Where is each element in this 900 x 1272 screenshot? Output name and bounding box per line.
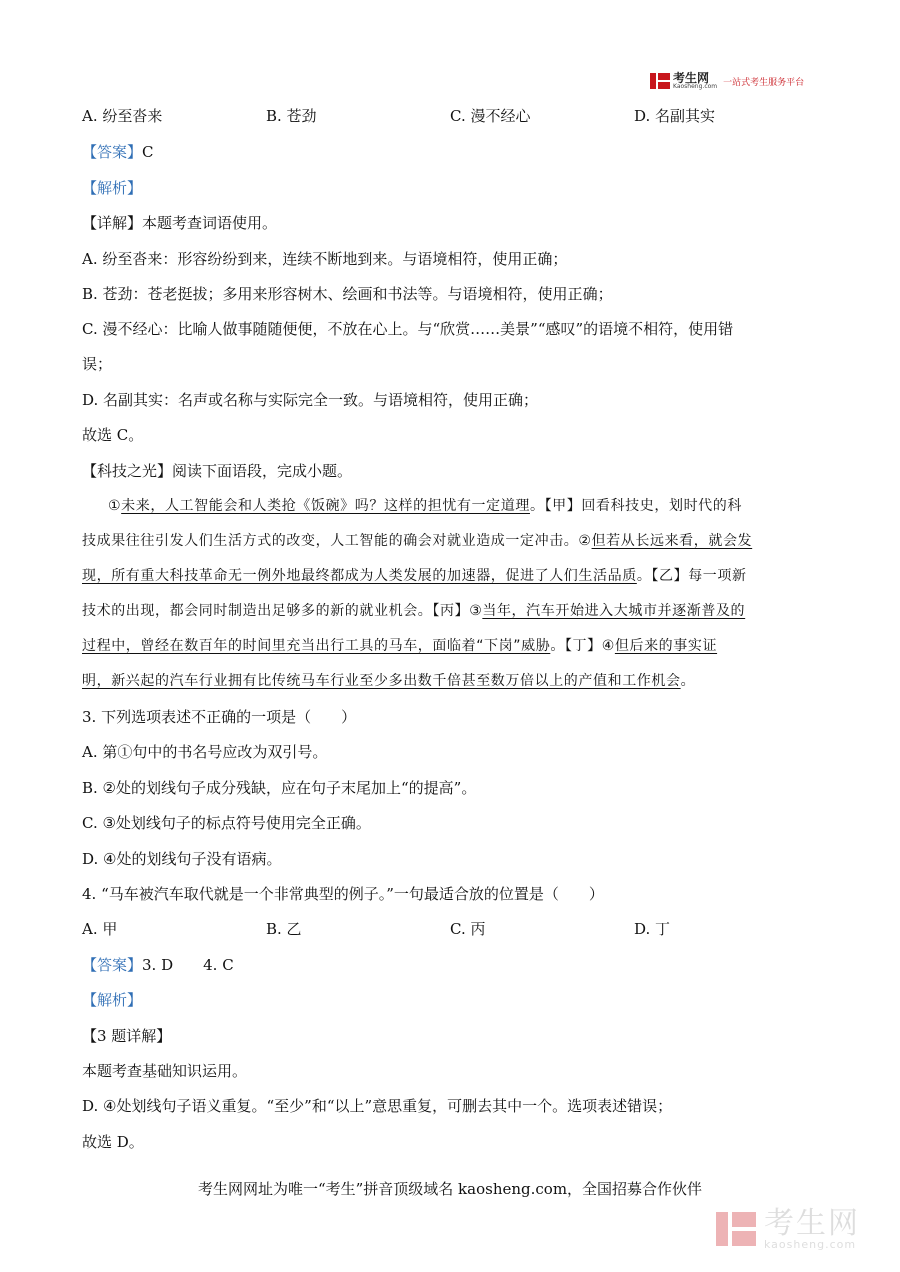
sentence-2-underlined: 但若从长远来看，就会发 — [591, 533, 753, 549]
passage-text: 。 — [680, 673, 696, 689]
q3-detail-explain: D. ④处划线句子语义重复。“至少”和“以上”意思重复，可删去其中一个。选项表述错误； — [82, 1097, 673, 1115]
answer-tag: 【答案】 — [82, 956, 143, 974]
kaosheng-watermark-icon — [716, 1208, 758, 1250]
passage-text: 。【乙】每一项新 — [636, 568, 747, 584]
q3-stem: 3. 下列选项表述不正确的一项是（ ） — [82, 708, 357, 726]
answer-tag: 【答案】 — [82, 143, 143, 161]
logo-slogan: 一站式考生服务平台 — [723, 77, 805, 88]
prev-option-c: C. 漫不经心 — [450, 107, 531, 125]
watermark-logo — [716, 1205, 860, 1251]
prev-detail — [82, 213, 277, 233]
sentence-1-underlined: 未来，人工智能会和人类抢《饭碗》吗？这样的担忧有一定道理 — [121, 498, 530, 514]
q4-option-c: C. 丙 — [450, 920, 486, 938]
passage-text: 。【丁】④ — [550, 638, 615, 654]
passage-text: 。【甲】回看科技史，划时代的科 — [529, 498, 742, 514]
prev-analysis-tag: 【解析】 — [82, 179, 143, 197]
q3-option-a: A. 第①句中的书名号应改为双引号。 — [82, 743, 328, 761]
prev-explain-b: B. 苍劲：苍老挺拔；多用来形容树木、绘画和书法等。与语境相符，使用正确； — [82, 285, 613, 303]
passage-line-1 — [108, 496, 742, 516]
answer-value: C — [142, 143, 154, 161]
answer-value: 3. D 4. C — [142, 956, 234, 974]
footer-text: 考生网网址为唯一“考生”拼音顶级域名 kaosheng.com，全国招募合作伙伴 — [197, 1180, 703, 1198]
sentence-3-underlined-cont: 过程中，曾经在数百年的时间里充当出行工具的马车，面临着“下岗”威胁 — [82, 638, 551, 654]
reading-passage — [82, 496, 818, 696]
q4-option-a: A. 甲 — [82, 920, 118, 938]
prev-option-b: B. 苍劲 — [266, 107, 317, 125]
passage-line-3 — [82, 566, 747, 586]
prev-option-d: D. 名副其实 — [634, 107, 716, 125]
prev-explain-c-cont: 误； — [82, 355, 113, 373]
sentence-4-underlined-cont: 明，新兴起的汽车行业拥有比传统马车行业至少多出数千倍甚至数万倍以上的产值和工作机会 — [82, 673, 681, 689]
passage-line-4 — [82, 601, 745, 621]
section-heading — [82, 461, 352, 481]
sentence-2-underlined-cont: 现，所有重大科技革命无一例外地最终都成为人类发展的加速器，促进了人们生活品质 — [82, 568, 637, 584]
sentence-4-underlined: 但后来的事实证 — [614, 638, 718, 654]
passage-text: 技成果往往引发人们生活方式的改变，人工智能的确会对就业造成一定冲击。② — [82, 533, 592, 549]
passage-line-5 — [82, 636, 717, 656]
marker-1: ① — [108, 498, 122, 514]
prev-explain-d: D. 名副其实：名声或名称与实际完全一致。与语境相符，使用正确； — [82, 391, 539, 409]
sentence-3-underlined: 当年，汽车开始进入大城市并逐渐普及的 — [482, 603, 746, 619]
section-intro: 阅读下面语段，完成小题。 — [172, 462, 353, 480]
prev-conclusion: 故选 C。 — [82, 426, 144, 444]
detail-tag: 【详解】 — [82, 214, 143, 232]
q3-option-d: D. ④处的划线句子没有语病。 — [82, 850, 282, 868]
prev-explain-c: C. 漫不经心：比喻人做事随随便便，不放在心上。与“欣赏……美景”“感叹”的语境不相符，使用错 — [82, 320, 734, 338]
q4-stem: 4. “马车被汽车取代就是一个非常典型的例子。”一句最适合放的位置是（ ） — [82, 885, 604, 903]
prev-option-a: A. 纷至沓来 — [82, 107, 163, 125]
passage-line-2 — [82, 531, 752, 551]
q3-option-b: B. ②处的划线句子成分残缺，应在句子末尾加上“的提高”。 — [82, 779, 477, 797]
logo-domain: Kaosheng.com — [673, 83, 718, 90]
prev-answer — [82, 142, 154, 162]
passage-text: 技术的出现，都会同时制造出足够多的新的就业机会。【丙】③ — [82, 603, 483, 619]
q3-detail-tag: 【3 题详解】 — [82, 1027, 172, 1045]
q4-option-d: D. 丁 — [634, 920, 671, 938]
section-tag: 【科技之光】 — [82, 462, 173, 480]
q3-detail-intro: 本题考查基础知识运用。 — [82, 1062, 248, 1080]
logo-name: 考生网 — [673, 71, 710, 85]
answers-line — [82, 955, 234, 975]
q4-option-b: B. 乙 — [266, 920, 302, 938]
watermark-domain: kaosheng.com — [764, 1237, 857, 1251]
kaosheng-logo-icon — [650, 71, 670, 91]
prev-explain-a: A. 纷至沓来：形容纷纷到来，连续不断地到来。与语境相符，使用正确； — [82, 250, 568, 268]
q3-option-c: C. ③处划线句子的标点符号使用完全正确。 — [82, 814, 371, 832]
q3-conclusion: 故选 D。 — [82, 1133, 144, 1151]
header-logo — [650, 70, 804, 92]
analysis-tag: 【解析】 — [82, 991, 143, 1009]
passage-line-6 — [82, 671, 695, 691]
watermark-name: 考生网 — [764, 1205, 860, 1241]
detail-intro: 本题考查词语使用。 — [142, 214, 278, 232]
